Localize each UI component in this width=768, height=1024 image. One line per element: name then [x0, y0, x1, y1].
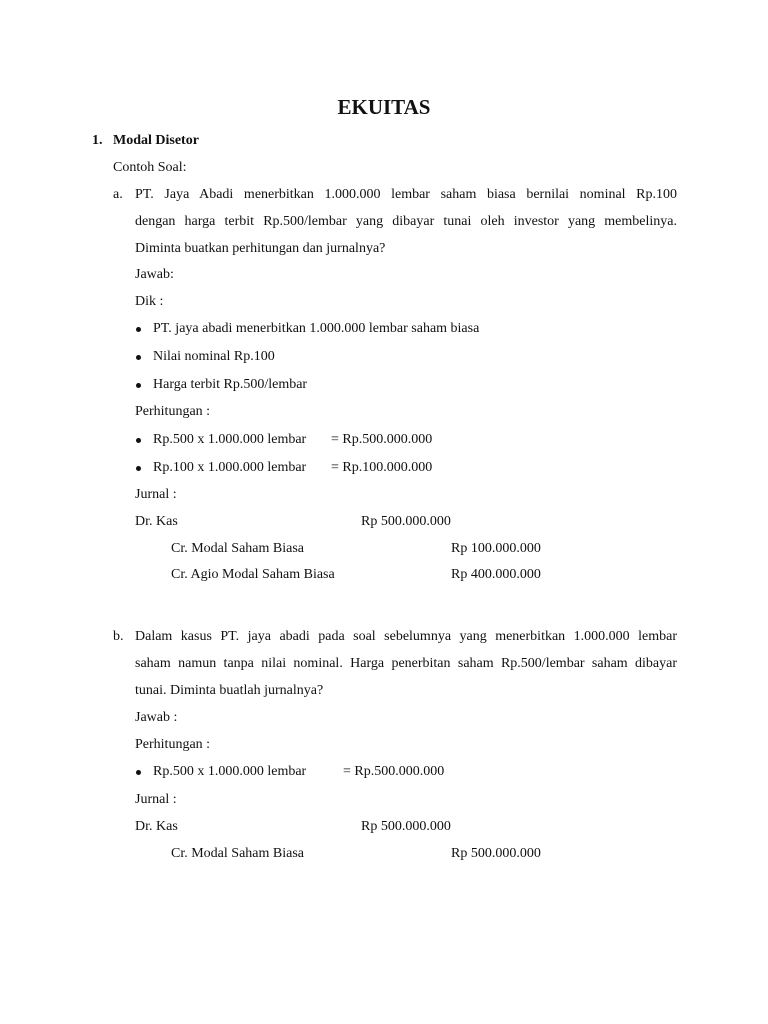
- journal-amount: Rp 500.000.000: [361, 514, 451, 529]
- journal-account: Cr. Agio Modal Saham Biasa: [171, 567, 335, 582]
- journal-account: Dr. Kas: [135, 514, 178, 529]
- problem-a-jurnal: Jurnal :: [135, 487, 177, 502]
- bullet-icon: [136, 466, 141, 471]
- calc-result: = Rp.500.000.000: [331, 432, 433, 447]
- calc-result: = Rp.100.000.000: [331, 460, 433, 475]
- calc-result: = Rp.500.000.000: [343, 764, 445, 779]
- page-title: EKUITAS: [337, 95, 431, 119]
- problem-a-dik: Dik :: [135, 294, 164, 309]
- journal-account: Cr. Modal Saham Biasa: [171, 846, 304, 861]
- journal-amount: Rp 500.000.000: [361, 819, 451, 834]
- problem-a-perhitungan: Perhitungan :: [135, 404, 211, 419]
- calc-label: Rp.100 x 1.000.000 lembar: [153, 460, 307, 475]
- journal-account: Dr. Kas: [135, 819, 178, 834]
- problem-a-line-1: PT. Jaya Abadi menerbitkan 1.000.000 lembar saham biasa bernilai nominal Rp.100: [135, 187, 677, 202]
- bullet-icon: [136, 327, 141, 332]
- problem-b-line-1: Dalam kasus PT. jaya abadi pada soal sebelumnya yang menerbitkan 1.000.000 lembar: [135, 629, 677, 644]
- journal-amount: Rp 400.000.000: [451, 567, 541, 582]
- bullet-icon: [136, 383, 141, 388]
- dik-item: Nilai nominal Rp.100: [153, 349, 275, 364]
- problem-a-jawab: Jawab:: [135, 267, 174, 282]
- problem-b-jurnal: Jurnal :: [135, 792, 177, 807]
- calc-label: Rp.500 x 1.000.000 lembar: [153, 432, 307, 447]
- problem-a-marker: a.: [113, 187, 123, 202]
- journal-amount: Rp 500.000.000: [451, 846, 541, 861]
- problem-b-marker: b.: [113, 629, 124, 644]
- section-number: 1.: [92, 133, 103, 148]
- section-heading: Modal Disetor: [113, 133, 199, 148]
- calc-label: Rp.500 x 1.000.000 lembar: [153, 764, 307, 779]
- dik-item: PT. jaya abadi menerbitkan 1.000.000 lembar saham biasa: [153, 321, 480, 336]
- problem-b-perhitungan: Perhitungan :: [135, 737, 211, 752]
- bullet-icon: [136, 355, 141, 360]
- contoh-soal-label: Contoh Soal:: [113, 160, 187, 175]
- problem-b-jawab: Jawab :: [135, 710, 178, 725]
- bullet-icon: [136, 438, 141, 443]
- problem-a-line-2: dengan harga terbit Rp.500/lembar yang dibayar tunai oleh investor yang membelinya.: [135, 214, 677, 229]
- dik-item: Harga terbit Rp.500/lembar: [153, 377, 308, 392]
- problem-b-line-3: tunai. Diminta buatlah jurnalnya?: [135, 683, 324, 698]
- journal-account: Cr. Modal Saham Biasa: [171, 541, 304, 556]
- bullet-icon: [136, 770, 141, 775]
- journal-amount: Rp 100.000.000: [451, 541, 541, 556]
- problem-b-line-2: saham namun tanpa nilai nominal. Harga penerbitan saham Rp.500/lembar saham dibayar: [135, 656, 677, 671]
- problem-a-line-3: Diminta buatkan perhitungan dan jurnalnya?: [135, 241, 386, 256]
